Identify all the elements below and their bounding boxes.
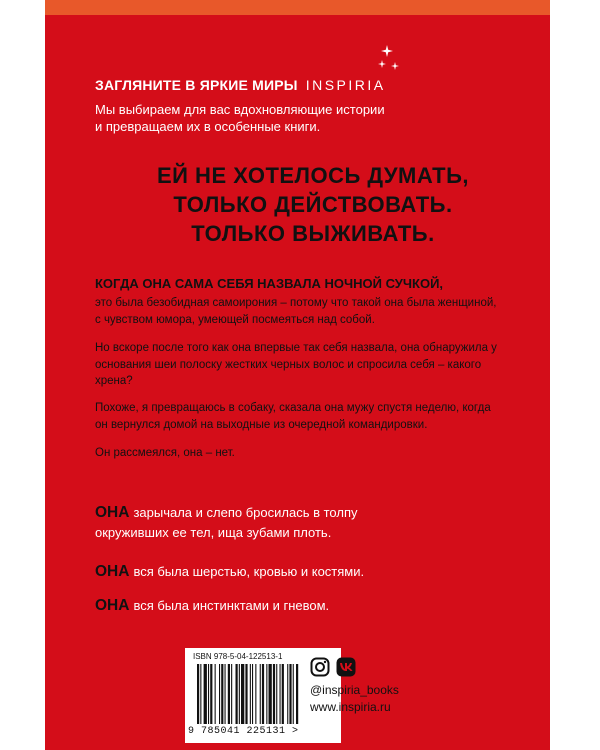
barcode-bar [262,664,264,724]
sparkle-stars-icon [377,44,401,74]
barcode-bar [273,664,275,724]
top-accent-bar [45,0,550,15]
website-link[interactable]: www.inspiria.ru [310,700,391,714]
brand-heading [95,77,386,93]
headline [133,161,493,248]
headline-line: ТОЛЬКО ВЫЖИВАТЬ. [191,221,435,246]
blurb-paragraph: Он рассмеялся, она – нет. [95,447,235,459]
barcode-bar [204,664,207,724]
barcode-bar [269,664,272,724]
barcode-bar [210,664,212,724]
blurb-lead: КОГДА ОНА САМА СЕБЯ НАЗВАЛА НОЧНОЙ СУЧКОЙ, [95,276,444,291]
tagline-line: и превращаем их в особенные книги. [95,119,321,134]
barcode-bar [287,664,288,724]
barcode-bar [293,664,294,724]
barcode-bar [296,664,298,724]
vk-icon[interactable] [336,657,356,677]
brand-name: INSPIRIA [305,77,386,93]
tagline-line: Мы выбираем для вас вдохновляющие истории [95,102,385,117]
barcode-bar [245,664,247,724]
blurb-paragraph: Похоже, я превращаюсь в собаку, сказала она мужу спустя неделю, когда он вернулся домой на выходные из очередной командировки. [95,402,491,431]
blurb-paragraph: это была безобидная самоирония – потому что такой она была женщиной, с чувством юмора, умеющей посмеяться над собой. [95,297,497,326]
barcode-bar [276,664,277,724]
ona-text: зарычала и слепо бросилась в толпу [133,505,358,520]
book-back-cover [45,0,550,750]
barcode-bar [221,664,223,724]
barcode-bar [236,664,238,724]
ona-statement [95,503,515,543]
barcode-bar [228,664,230,724]
isbn-text: ISBN 978-5-04-122513-1 [193,652,283,661]
barcode-bar [241,664,244,724]
barcode-bar [231,664,232,724]
barcode-bar [208,664,209,724]
barcode-bar [282,664,284,724]
headline-line: ЕЙ НЕ ХОТЕЛОСЬ ДУМАТЬ, [156,163,470,188]
headline-line: ТОЛЬКО ДЕЙСТВОВАТЬ. [173,192,453,217]
brand-slogan: ЗАГЛЯНИТЕ В ЯРКИЕ МИРЫ [95,77,298,93]
barcode-bar [200,664,201,724]
barcode-bar [252,664,253,724]
barcode-bar [239,664,240,724]
barcode-bar [219,664,220,724]
barcode-digits: 9 785041 225131 > [188,726,299,737]
brand-tagline [95,101,455,135]
instagram-icon[interactable] [310,657,330,677]
blurb-paragraph: Но вскоре после того как она впервые так себя назвала, она обнаружила у основания шеи полоску жестких черных волос и спросила себя – какого хрена? [95,342,497,387]
ona-word: ОНА [95,563,130,580]
barcode-bar [250,664,251,724]
social-handle[interactable]: @inspiria_books [310,683,399,697]
ona-word: ОНА [95,504,130,521]
barcode-bar [215,664,216,724]
barcode-bar [266,664,267,724]
barcode-bar [280,664,281,724]
ona-word: ОНА [95,597,130,614]
barcode-bar [260,664,261,724]
ona-text: вся была шерстью, кровью и костями. [133,564,365,579]
barcode-bar [289,664,291,724]
ona-statement [95,596,515,616]
barcode-bar [197,664,199,724]
ona-text: вся была инстинктами и гневом. [133,598,330,613]
ona-statement [95,562,515,582]
barcode-bar [255,664,256,724]
ona-text: окруживших ее тел, ища зубами плоть. [95,525,332,540]
barcode-bar [225,664,226,724]
